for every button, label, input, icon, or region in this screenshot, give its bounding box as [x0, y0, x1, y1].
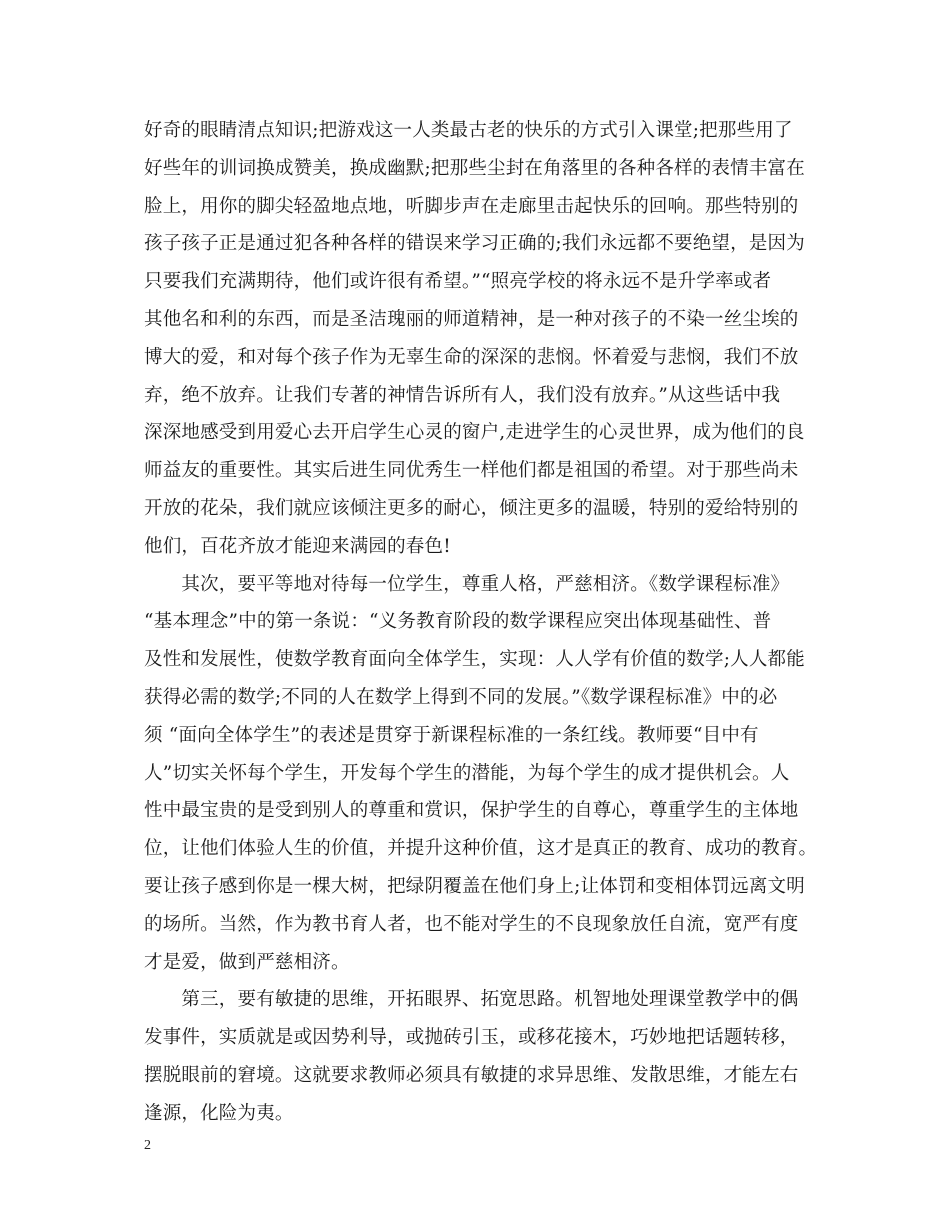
page-number: 2 — [144, 1138, 151, 1153]
text-line: 获得必需的数学;不同的人在数学上得到不同的发展。”《数学课程标准》中的必 — [144, 686, 778, 708]
text-line: 好些年的训词换成赞美，换成幽默;把那些尘封在角落里的各种各样的表情丰富在 — [144, 157, 805, 179]
body-text — [144, 112, 824, 1133]
text-line: 开放的花朵，我们就应该倾注更多的耐心，倾注更多的温暖，特别的爱给特别的 — [144, 497, 799, 519]
text-line: 摆脱眼前的窘境。这就要求教师必须具有敏捷的求异思维、发散思维，才能左右 — [144, 1064, 799, 1086]
text-line: 第三，要有敏捷的思维，开拓眼界、拓宽思路。机智地处理课堂教学中的偶 — [144, 989, 799, 1011]
text-line: 博大的爱，和对每个孩子作为无辜生命的深深的悲悯。怀着爱与悲悯，我们不放 — [144, 346, 799, 368]
text-line: 弃，绝不放弃。让我们专著的神情告诉所有人，我们没有放弃。”从这些话中我 — [144, 384, 781, 406]
text-line: 逢源，化险为夷。 — [144, 1102, 294, 1124]
text-line: 好奇的眼睛清点知识;把游戏这一人类最古老的快乐的方式引入课堂;把那些用了 — [144, 120, 793, 141]
text-line: 脸上，用你的脚尖轻盈地点地，听脚步声在走廊里击起快乐的回响。那些特别的 — [144, 195, 799, 217]
text-line: 要让孩子感到你是一棵大树，把绿阴覆盖在他们身上;让体罚和变相体罚远离文明 — [144, 875, 805, 897]
text-line: 他们，百花齐放才能迎来满园的春色! — [144, 535, 451, 557]
text-line: 人”切实关怀每个学生，开发每个学生的潜能，为每个学生的成才提供机会。人 — [144, 762, 790, 784]
text-line: 师益友的重要性。其实后进生同优秀生一样他们都是祖国的希望。对于那些尚未 — [144, 460, 799, 482]
text-line: 孩子孩子正是通过犯各种各样的错误来学习正确的;我们永远都不要绝望，是因为 — [144, 233, 805, 255]
text-line: 及性和发展性，使数学教育面向全体学生，实现：人人学有价值的数学;人人都能 — [144, 649, 805, 671]
text-line: 发事件，实质就是或因势利导，或抛砖引玉，或移花接木，巧妙地把话题转移， — [144, 1027, 799, 1049]
text-line: 须 “面向全体学生”的表述是贯穿于新课程标准的一条红线。教师要“目中有 — [144, 724, 759, 746]
text-line: 其他名和利的东西，而是圣洁瑰丽的师道精神，是一种对孩子的不染一丝尘埃的 — [144, 308, 799, 330]
text-line: 才是爱，做到严慈相济。 — [144, 951, 350, 973]
text-line: 的场所。当然，作为教书育人者，也不能对学生的不良现象放任自流，宽严有度 — [144, 913, 799, 935]
text-line: “基本理念”中的第一条说：“义务教育阶段的数学课程应突出体现基础性、普 — [144, 611, 772, 633]
text-line: 深深地感受到用爱心去开启学生心灵的窗户,走进学生的心灵世界，成为他们的良 — [144, 422, 805, 444]
text-line: 其次，要平等地对待每一位学生，尊重人格，严慈相济。《数学课程标准》 — [144, 573, 790, 595]
text-line: 位，让他们体验人生的价值，并提升这种价值，这才是真正的教育、成功的教育。 — [144, 838, 818, 860]
text-line: 性中最宝贵的是受到别人的尊重和赏识，保护学生的自尊心，尊重学生的主体地 — [144, 800, 799, 822]
text-line: 只要我们充满期待，他们或许很有希望。”“照亮学校的将永远不是升学率或者 — [144, 271, 772, 293]
